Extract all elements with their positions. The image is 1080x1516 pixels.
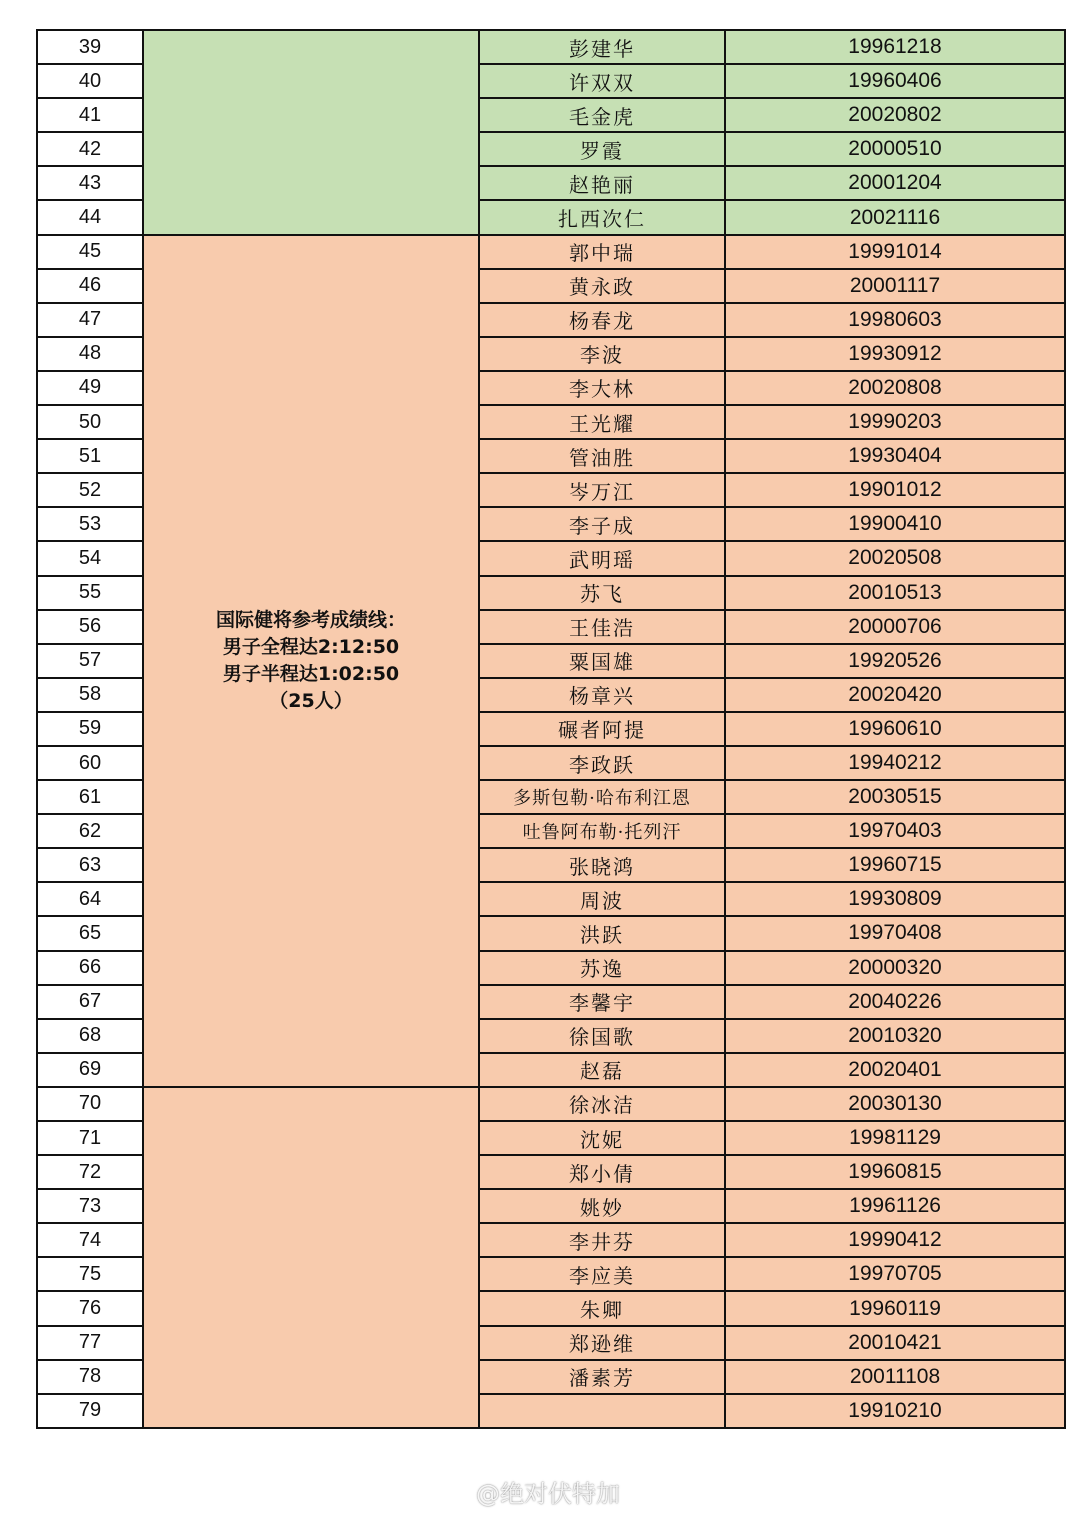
birth-date: 19961126 xyxy=(725,1189,1065,1223)
group-note-line: 国际健将参考成绩线： xyxy=(215,608,406,631)
birth-date: 20020508 xyxy=(725,541,1065,575)
birth-date: 20030515 xyxy=(725,780,1065,814)
birth-date: 20020802 xyxy=(725,98,1065,132)
birth-date: 19930404 xyxy=(725,439,1065,473)
birth-date: 20001204 xyxy=(725,166,1065,200)
group-cell xyxy=(143,1087,479,1428)
athlete-name: 朱卿 xyxy=(479,1291,725,1325)
birth-date: 19940212 xyxy=(725,746,1065,780)
athlete-name: 吐鲁阿布勒·托列汗 xyxy=(479,814,725,848)
birth-date: 19960610 xyxy=(725,712,1065,746)
birth-date: 19901012 xyxy=(725,473,1065,507)
weibo-icon xyxy=(432,1476,468,1506)
athlete-name: 王光耀 xyxy=(479,405,725,439)
athlete-name: 徐冰洁 xyxy=(479,1087,725,1121)
row-number: 75 xyxy=(37,1257,143,1291)
row-number: 42 xyxy=(37,132,143,166)
birth-date: 20010421 xyxy=(725,1326,1065,1360)
row-number: 76 xyxy=(37,1291,143,1325)
athlete-name: 杨春龙 xyxy=(479,303,725,337)
athlete-name: 李馨宇 xyxy=(479,985,725,1019)
birth-date: 20010320 xyxy=(725,1019,1065,1053)
row-number: 53 xyxy=(37,507,143,541)
athlete-name: 武明瑶 xyxy=(479,541,725,575)
birth-date: 19960406 xyxy=(725,64,1065,98)
birth-date: 20020808 xyxy=(725,371,1065,405)
birth-date: 19980603 xyxy=(725,303,1065,337)
birth-date: 20040226 xyxy=(725,985,1065,1019)
row-number: 71 xyxy=(37,1121,143,1155)
row-number: 79 xyxy=(37,1394,143,1428)
row-number: 43 xyxy=(37,166,143,200)
athlete-name: 多斯包勒·哈布利江恩 xyxy=(479,780,725,814)
row-number: 72 xyxy=(37,1155,143,1189)
watermark-text: @绝对伏特加 xyxy=(476,1479,620,1508)
row-number: 78 xyxy=(37,1360,143,1394)
athlete-name xyxy=(479,1394,725,1428)
row-number: 64 xyxy=(37,882,143,916)
birth-date: 20021116 xyxy=(725,200,1065,234)
birth-date: 19960715 xyxy=(725,848,1065,882)
birth-date: 20000320 xyxy=(725,951,1065,985)
birth-date: 20010513 xyxy=(725,576,1065,610)
group-cell xyxy=(143,235,479,1087)
birth-date: 19960815 xyxy=(725,1155,1065,1189)
athlete-name: 郑逊维 xyxy=(479,1326,725,1360)
athlete-name: 毛金虎 xyxy=(479,98,725,132)
birth-date: 20001117 xyxy=(725,269,1065,303)
row-number: 45 xyxy=(37,235,143,269)
athlete-name: 碾者阿提 xyxy=(479,712,725,746)
birth-date: 19930912 xyxy=(725,337,1065,371)
athlete-name: 许双双 xyxy=(479,64,725,98)
birth-date: 19930809 xyxy=(725,882,1065,916)
row-number: 47 xyxy=(37,303,143,337)
row-number: 55 xyxy=(37,576,143,610)
athlete-name: 郑小倩 xyxy=(479,1155,725,1189)
birth-date: 20020420 xyxy=(725,678,1065,712)
birth-date: 19920526 xyxy=(725,644,1065,678)
row-number: 40 xyxy=(37,64,143,98)
athlete-name: 李大林 xyxy=(479,371,725,405)
birth-date: 19990203 xyxy=(725,405,1065,439)
table-row xyxy=(37,235,1065,269)
athlete-name: 杨章兴 xyxy=(479,678,725,712)
row-number: 44 xyxy=(37,200,143,234)
athlete-name: 张晓鸿 xyxy=(479,848,725,882)
birth-date: 20020401 xyxy=(725,1053,1065,1087)
athlete-name: 李井芬 xyxy=(479,1223,725,1257)
birth-date: 20000510 xyxy=(725,132,1065,166)
group-note-line: （25人） xyxy=(269,689,353,712)
athlete-name: 李子成 xyxy=(479,507,725,541)
birth-date: 20011108 xyxy=(725,1360,1065,1394)
athlete-table-body xyxy=(37,30,1065,1428)
group-note-line: 男子半程达1:02:50 xyxy=(222,662,400,685)
athlete-name: 苏飞 xyxy=(479,576,725,610)
row-number: 58 xyxy=(37,678,143,712)
athlete-name: 李波 xyxy=(479,337,725,371)
row-number: 52 xyxy=(37,473,143,507)
athlete-name: 苏逸 xyxy=(479,951,725,985)
row-number: 41 xyxy=(37,98,143,132)
row-number: 51 xyxy=(37,439,143,473)
birth-date: 19910210 xyxy=(725,1394,1065,1428)
group-cell xyxy=(143,30,479,235)
row-number: 66 xyxy=(37,951,143,985)
group-note-line: 男子全程达2:12:50 xyxy=(222,635,400,658)
birth-date: 19961218 xyxy=(725,30,1065,64)
row-number: 48 xyxy=(37,337,143,371)
birth-date: 19970408 xyxy=(725,916,1065,950)
athlete-name: 扎西次仁 xyxy=(479,200,725,234)
athlete-name: 黄永政 xyxy=(479,269,725,303)
athlete-name: 李应美 xyxy=(479,1257,725,1291)
athlete-name: 管油胜 xyxy=(479,439,725,473)
birth-date: 19970403 xyxy=(725,814,1065,848)
birth-date: 19900410 xyxy=(725,507,1065,541)
birth-date: 19991014 xyxy=(725,235,1065,269)
row-number: 54 xyxy=(37,541,143,575)
athlete-name: 岑万江 xyxy=(479,473,725,507)
row-number: 56 xyxy=(37,610,143,644)
athlete-name: 郭中瑞 xyxy=(479,235,725,269)
watermark xyxy=(432,1474,620,1508)
row-number: 67 xyxy=(37,985,143,1019)
row-number: 74 xyxy=(37,1223,143,1257)
athlete-name: 赵艳丽 xyxy=(479,166,725,200)
athlete-name: 彭建华 xyxy=(479,30,725,64)
athlete-name: 周波 xyxy=(479,882,725,916)
birth-date: 19981129 xyxy=(725,1121,1065,1155)
birth-date: 19970705 xyxy=(725,1257,1065,1291)
row-number: 77 xyxy=(37,1326,143,1360)
row-number: 46 xyxy=(37,269,143,303)
birth-date: 19990412 xyxy=(725,1223,1065,1257)
table-row xyxy=(37,1087,1065,1121)
birth-date: 20000706 xyxy=(725,610,1065,644)
athlete-table xyxy=(36,29,1066,1429)
row-number: 39 xyxy=(37,30,143,64)
athlete-name: 沈妮 xyxy=(479,1121,725,1155)
row-number: 73 xyxy=(37,1189,143,1223)
row-number: 68 xyxy=(37,1019,143,1053)
row-number: 69 xyxy=(37,1053,143,1087)
athlete-name: 潘素芳 xyxy=(479,1360,725,1394)
athlete-name: 洪跃 xyxy=(479,916,725,950)
row-number: 50 xyxy=(37,405,143,439)
athlete-name: 王佳浩 xyxy=(479,610,725,644)
row-number: 60 xyxy=(37,746,143,780)
row-number: 70 xyxy=(37,1087,143,1121)
birth-date: 19960119 xyxy=(725,1291,1065,1325)
athlete-name: 粟国雄 xyxy=(479,644,725,678)
athlete-name: 赵磊 xyxy=(479,1053,725,1087)
row-number: 63 xyxy=(37,848,143,882)
athlete-name: 罗霞 xyxy=(479,132,725,166)
athlete-name: 姚妙 xyxy=(479,1189,725,1223)
row-number: 49 xyxy=(37,371,143,405)
row-number: 57 xyxy=(37,644,143,678)
row-number: 65 xyxy=(37,916,143,950)
athlete-name: 徐国歌 xyxy=(479,1019,725,1053)
birth-date: 20030130 xyxy=(725,1087,1065,1121)
table-row xyxy=(37,30,1065,64)
row-number: 62 xyxy=(37,814,143,848)
row-number: 61 xyxy=(37,780,143,814)
athlete-name: 李政跃 xyxy=(479,746,725,780)
row-number: 59 xyxy=(37,712,143,746)
